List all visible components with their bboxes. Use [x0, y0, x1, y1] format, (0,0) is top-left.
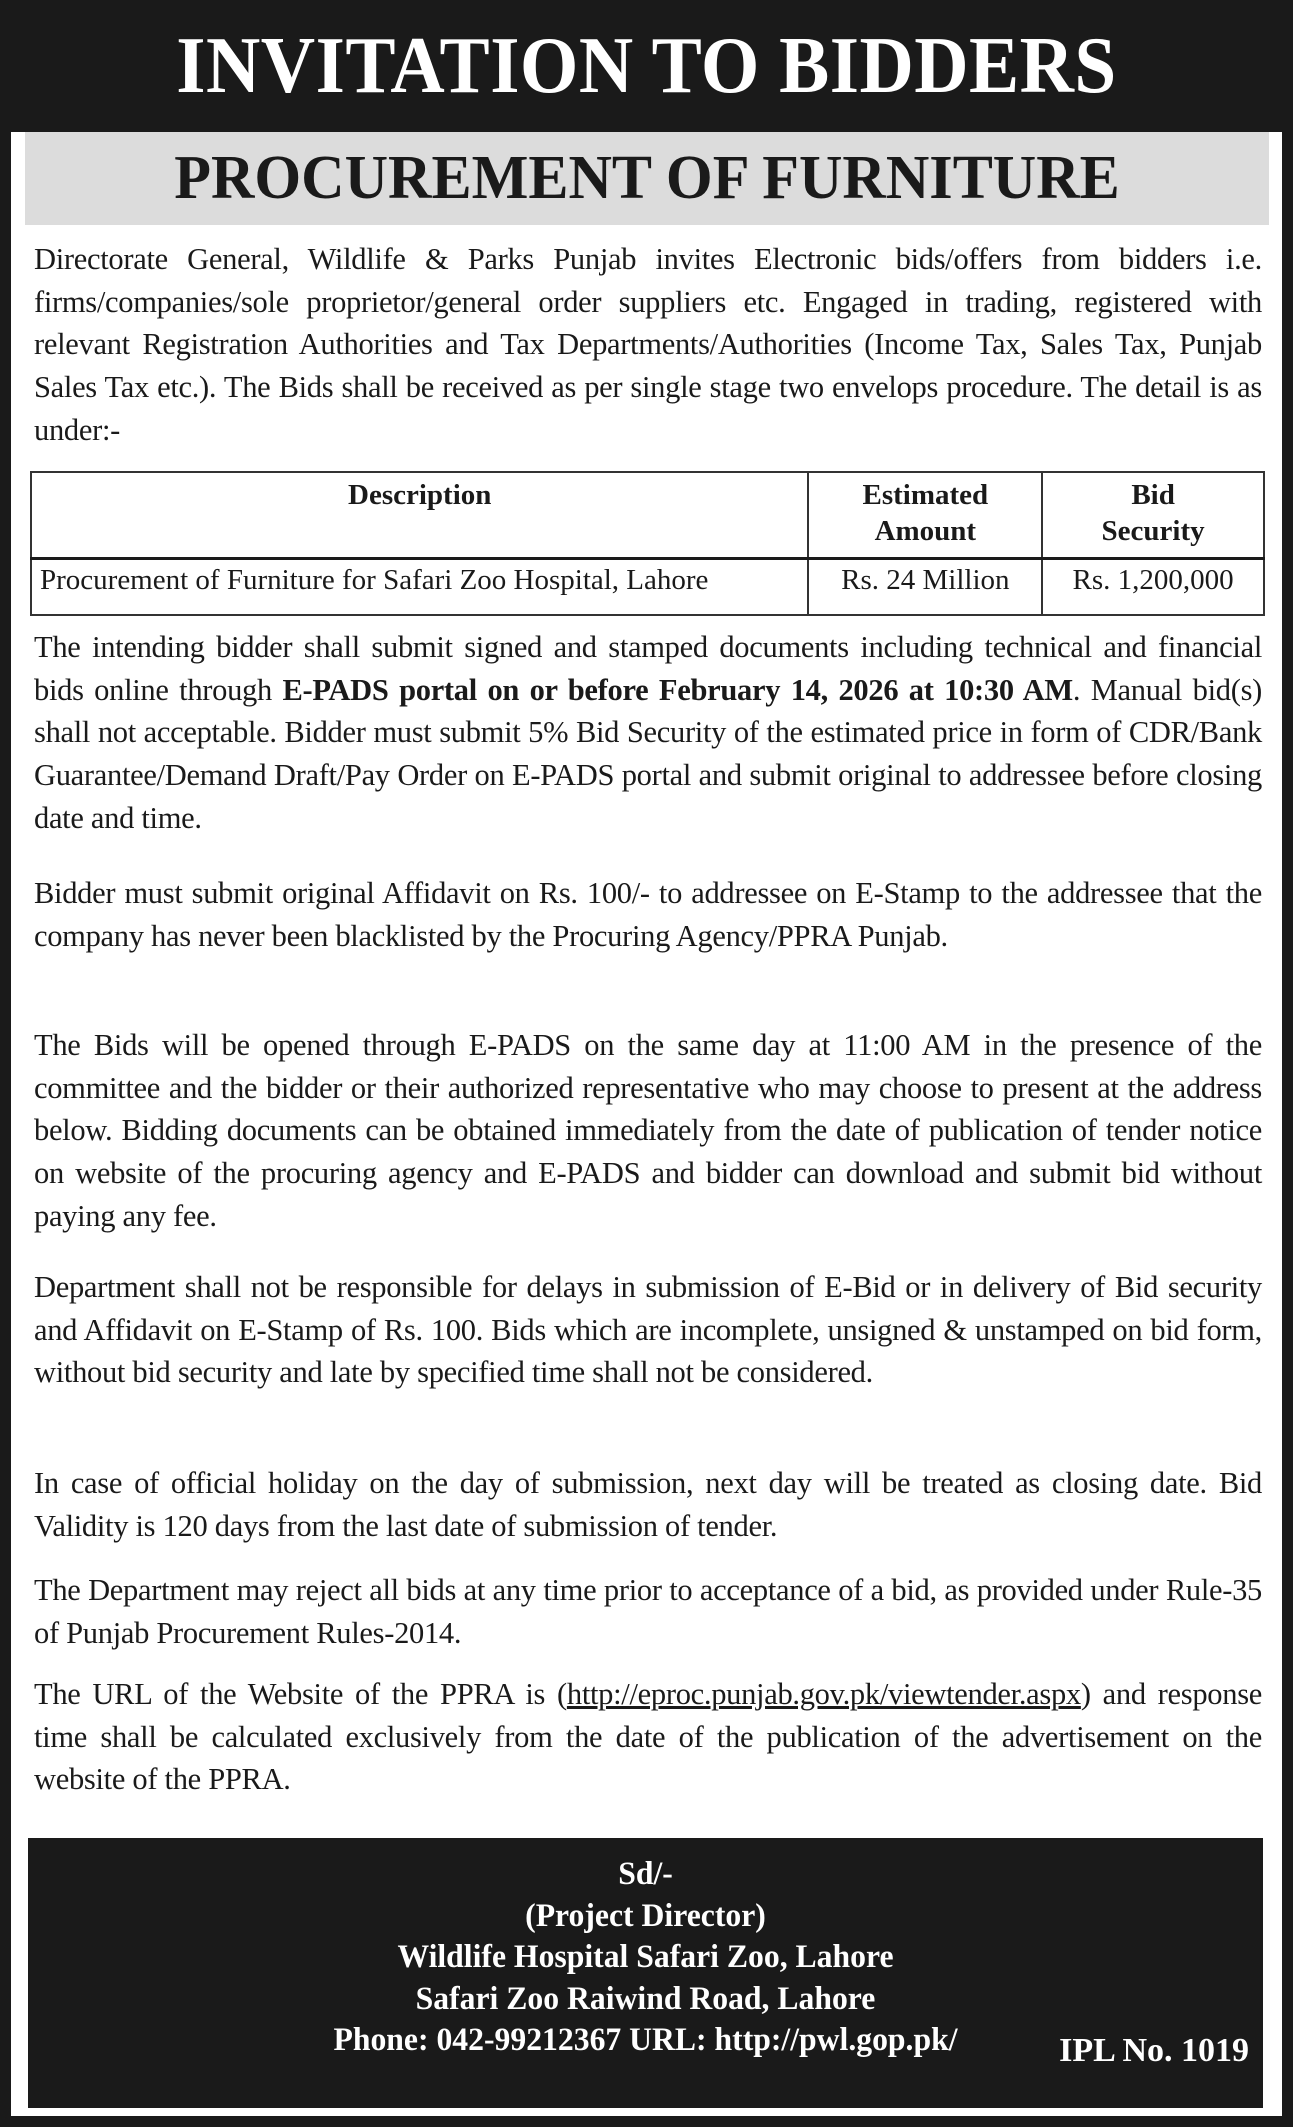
ppra-url-link[interactable]: http://eproc.punjab.gov.pk/viewtender.aspx — [566, 1677, 1081, 1711]
submission-text-cont: . Manual bid(s) shall not acceptable. Bidder must submit 5% Bid Security of the estimated price in form of CDR/Bank Guarantee/Demand Draft/Pay Order on E-PADS portal and submit original to addressee before closing date and time. — [34, 672, 1262, 835]
affidavit-paragraph: Bidder must submit original Affidavit on Rs. 100/- to addressee on E-Stamp to the addressee that the company has never been blacklisted by the Procuring Agency/PPRA Punjab. — [34, 876, 1262, 953]
office-address: Safari Zoo Raiwind Road, Lahore — [415, 1980, 876, 2017]
bids-table — [30, 471, 1265, 616]
cell-description: Procurement of Furniture for Safari Zoo Hospital, Lahore — [31, 559, 808, 616]
rejection-paragraph: The Department may reject all bids at any time prior to acceptance of a bid, as provided under Rule-35 of Punjab Procurement Rules-2014. — [34, 1573, 1262, 1650]
responsibility-paragraph: Department shall not be responsible for delays in submission of E-Bid or in delivery of Bid security and Affidavit on E-Stamp of Rs. 100. Bids which are incomplete, unsigned & unstamped on bid form, without bid security and late by specified time shall not be considered. — [34, 1270, 1262, 1390]
page-title: INVITATION TO BIDDERS — [176, 22, 1117, 110]
signature: Sd/- — [618, 1856, 673, 1892]
page-subtitle: PROCUREMENT OF FURNITURE — [174, 144, 1120, 212]
ppra-paragraph — [34, 1673, 1262, 1801]
opening-paragraph: The Bids will be opened through E-PADS on the same day at 11:00 AM in the presence of the committee and the bidder or their authorized representative who may choose to present at the address below. Bidding documents can be obtained immediately from the date of publication of tender notice on website of the procuring agency and E-PADS and bidder can download and submit bid without paying any fee. — [34, 1028, 1262, 1233]
contact-info: Phone: 042-99212367 URL: http://pwl.gop.pk/ — [333, 2022, 958, 2058]
ppra-text: The URL of the Website of the PPRA is ( — [34, 1677, 567, 1711]
cell-bid-security: Rs. 1,200,000 — [1042, 559, 1264, 616]
intro-paragraph: Directorate General, Wildlife & Parks Punjab invites Electronic bids/offers from bidders i.e. firms/companies/sole proprietor/general order suppliers etc. Engaged in trading, registered with relevant Registration Authorities and Tax Departments/Authorities (Income Tax, Sales Tax, Punjab Sales Tax etc.). The Bids shall be received as per single stage two envelops procedure. The detail is as under:- — [34, 242, 1262, 447]
column-header-bid-security: Bid Security — [1042, 472, 1264, 559]
designation: (Project Director) — [525, 1897, 766, 1934]
ppra-text-cont: ) and response time shall be calculated exclusively from the date of the publication of the advertisement on the website of the PPRA. — [34, 1677, 1262, 1797]
subtitle-band — [25, 132, 1269, 225]
office-name: Wildlife Hospital Safari Zoo, Lahore — [397, 1939, 894, 1975]
submission-text: The intending bidder shall submit signed and stamped documents including technical and financial bids online through — [34, 630, 1262, 707]
table-row — [31, 559, 1264, 616]
ipl-number: IPL No. 1019 — [1059, 2032, 1249, 2069]
cell-estimated-amount: Rs. 24 Million — [808, 559, 1042, 616]
holiday-paragraph: In case of official holiday on the day of submission, next day will be treated as closing date. Bid Validity is 120 days from the last date of submission of tender. — [34, 1466, 1262, 1543]
signature-block — [28, 1838, 1263, 2108]
table-header-row — [31, 472, 1264, 559]
submission-paragraph — [34, 626, 1262, 840]
submission-deadline: E-PADS portal on or before February 14, 2026 at 10:30 AM — [282, 672, 1073, 707]
column-header-estimated-amount: Estimated Amount — [808, 472, 1042, 559]
column-header-description: Description — [31, 472, 808, 559]
